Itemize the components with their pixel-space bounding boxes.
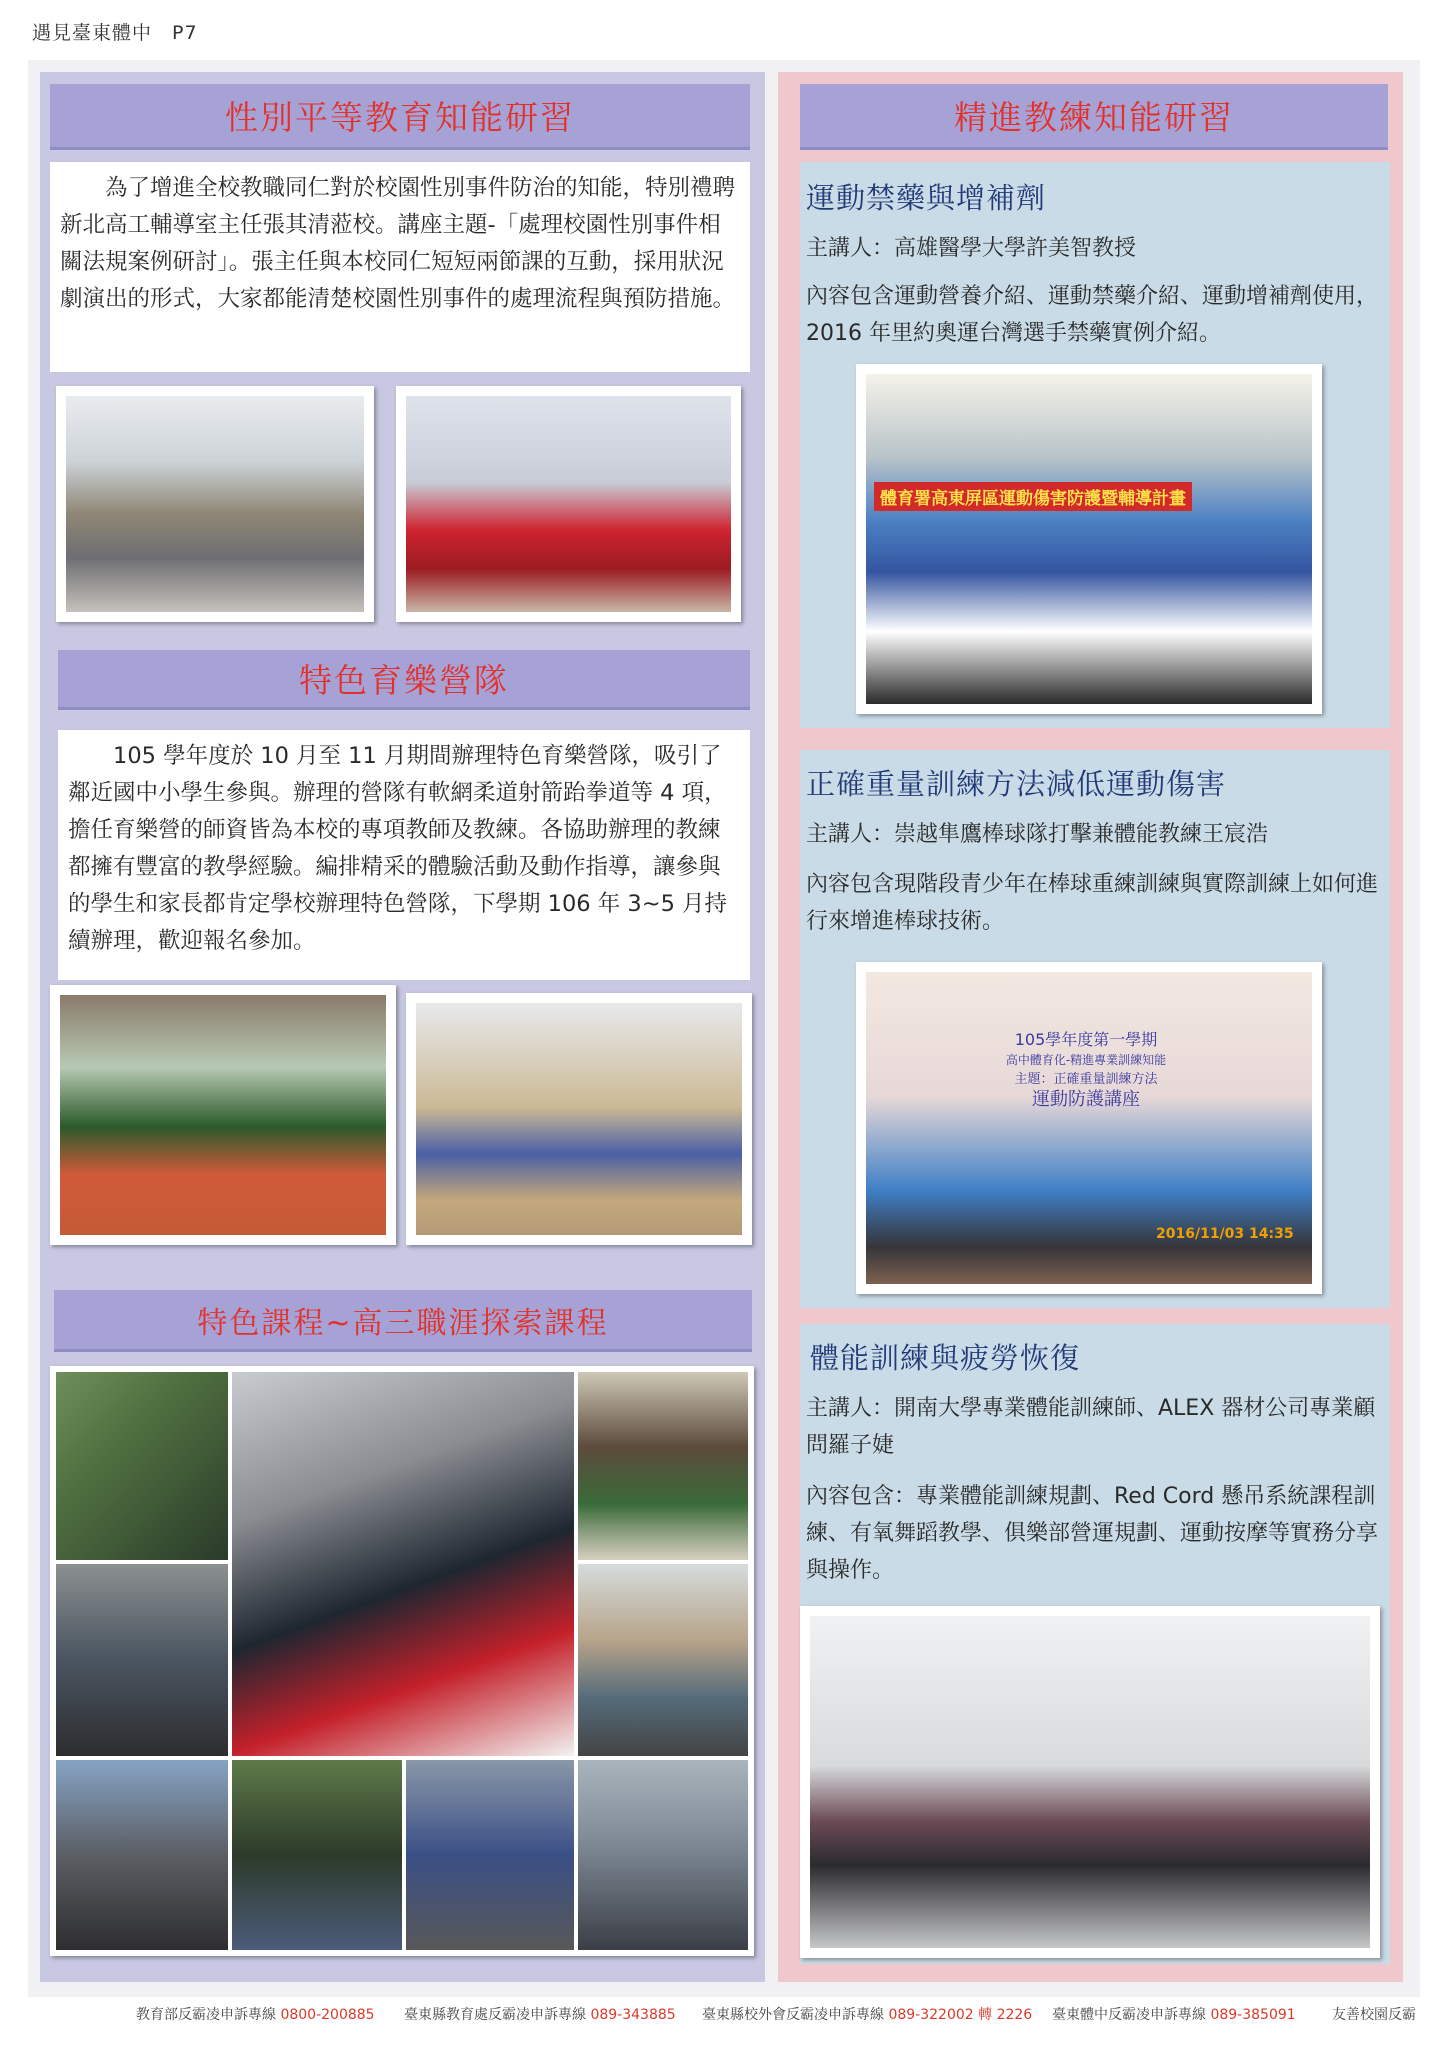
gender-equality-paragraph: 為了增進全校教職同仁對於校園性別事件防治的知能，特別禮聘新北高工輔導室主任張其清蒞校。講座主題-「處理校園性別事件相關法規案例研討」。張主任與本校同仁短短兩節課的互動，採用狀況劇演出的形式，大家都能清楚校園性別事件的處理流程與預防措施。 (50, 162, 750, 372)
photo-camp-yoga (406, 993, 752, 1245)
fitness-content: 內容包含：專業體能訓練規劃、Red Cord 懸吊系統課程訓練、有氧舞蹈教學、俱樂部營運規劃、運動按摩等實務分享與操作。 (806, 1484, 1379, 1583)
screen-line-2: 高中體育化-精進專業訓練知能 (1005, 1053, 1167, 1067)
photo-fitness-group (800, 1606, 1380, 1958)
photo-skit-performance (396, 386, 741, 622)
fitness-speaker: 主講人：開南大學專業體能訓練師、ALEX 器材公司專業顧問羅子婕 (806, 1396, 1376, 1458)
camp-paragraph: 105 學年度於 10 月至 11 月期間辦理特色育樂營隊，吸引了鄰近國中小學生參與。辦理的營隊有軟網柔道射箭跆拳道等 4 項，擔任育樂營的師資皆為本校的專項教師及教練。各協助辦理的教練都擁有豐富的教學經驗。編排精采的體驗活動及動作指導，讓參與的學生和家長都肯定學校辦理特色營隊，下學期 106 年 3~5 月持續辦理，歡迎報名參加。 (58, 730, 750, 980)
hotline-county-off-campus: 臺東縣校外會反霸凌申訴專線 089-322002 轉 2226 (702, 2007, 1033, 2023)
weight-training-content: 內容包含現階段青少年在棒球重練訓練與實際訓練上如何進行來增進棒球技術。 (806, 872, 1379, 934)
gender-equality-title: 性別平等教育知能研習 (50, 84, 750, 150)
weight-training-speaker: 主講人：崇越隼鷹棒球隊打擊兼體能教練王宸浩 (806, 822, 1269, 847)
collage-cycling-image (56, 1564, 228, 1756)
photo-camp-group (50, 985, 396, 1245)
camp-title: 特色育樂營隊 (58, 650, 750, 710)
collage-coast-rocks-image (56, 1760, 228, 1950)
weight-training-image (866, 972, 1312, 1284)
photo-weight-training (856, 962, 1322, 1294)
career-course-collage (50, 1366, 754, 1956)
skit-performance-image (406, 396, 731, 612)
screen-line-3: 主題：正確重量訓練方法 (1014, 1072, 1158, 1087)
screen-line-4: 運動防護講座 (1032, 1089, 1140, 1110)
doping-group-image (866, 374, 1312, 704)
doping-content: 內容包含運動營養介紹、運動禁藥介紹、運動增補劑使用， 2016 年里約奧運台灣選手禁藥實例介紹。 (806, 284, 1379, 346)
doping-subtitle: 運動禁藥與增補劑 (806, 181, 1047, 215)
doping-speaker: 主講人：高雄醫學大學許美智教授 (806, 236, 1137, 261)
photo-doping-group (856, 364, 1322, 714)
fitness-subtitle: 體能訓練與疲勞恢復 (810, 1341, 1081, 1375)
camp-yoga-image (416, 1003, 742, 1235)
photo-seminar-room (56, 386, 374, 622)
fitness-group-image (810, 1616, 1370, 1948)
camp-group-image (60, 995, 386, 1235)
hotline-ministry: 教育部反霸凌申訴專線 0800-200885 (136, 2007, 375, 2023)
friendly-campus-note: 友善校園反霸 (1332, 2007, 1416, 2023)
hotline-county-education: 臺東縣教育處反霸凌申訴專線 089-343885 (404, 2007, 676, 2023)
group-banner-text: 體育署高東屏區運動傷害防護暨輔導計畫 (874, 482, 1192, 511)
footer-hotlines (0, 2004, 1448, 2034)
collage-grid (56, 1372, 748, 1950)
collage-bike-repair-image (578, 1564, 748, 1756)
collage-gear-image (578, 1760, 748, 1950)
collage-rope-practice-image (406, 1760, 574, 1950)
career-course-title: 特色課程~高三職涯探索課程 (54, 1290, 752, 1352)
screen-line-1: 105學年度第一學期 (1014, 1030, 1158, 1049)
collage-river-tracing-image (232, 1372, 574, 1756)
screen-text-block (966, 1030, 1206, 1110)
date-stamp: 2016/11/03 14:35 (1156, 1226, 1294, 1242)
hotline-school: 臺東體中反霸凌申訴專線 089-385091 (1052, 2007, 1296, 2023)
collage-hiking-image (56, 1372, 228, 1560)
collage-outdoor-camp-image (578, 1372, 748, 1560)
coach-training-title: 精進教練知能研習 (800, 84, 1388, 150)
page-header: 遇見臺東體中 P7 (32, 22, 198, 44)
seminar-room-image (66, 396, 364, 612)
weight-training-subtitle: 正確重量訓練方法減低運動傷害 (806, 767, 1227, 801)
collage-rope-knot-image (232, 1760, 402, 1950)
